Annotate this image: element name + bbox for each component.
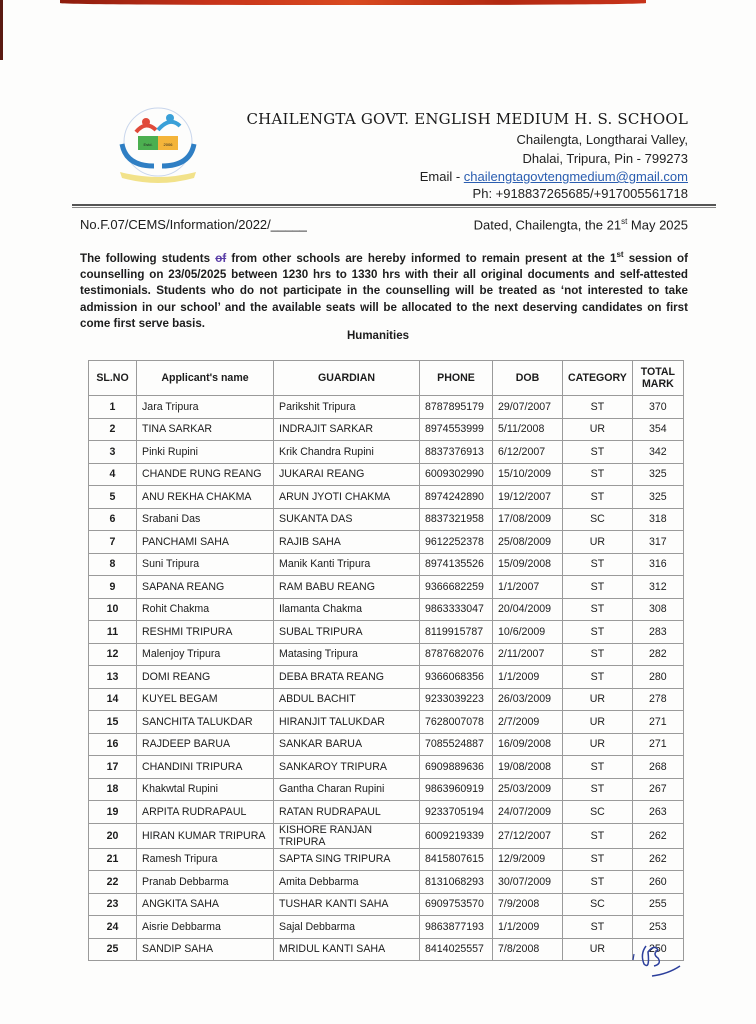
cell-guardian: RAJIB SAHA	[274, 531, 420, 554]
table-row	[89, 486, 684, 509]
cell-applicant-name: Srabani Das	[137, 508, 274, 531]
school-logo-icon	[108, 100, 208, 190]
cell-guardian: Sajal Debbarma	[274, 916, 420, 939]
cell-category: SC	[563, 893, 633, 916]
cell-category: ST	[563, 916, 633, 939]
table-row	[89, 463, 684, 486]
header-divider-thin	[72, 207, 716, 208]
cell-slno: 14	[89, 688, 137, 711]
cell-guardian: JUKARAI REANG	[274, 463, 420, 486]
cell-slno: 24	[89, 916, 137, 939]
table-row	[89, 848, 684, 871]
table-row	[89, 778, 684, 801]
header-dob: DOB	[493, 361, 563, 396]
cell-category: SC	[563, 508, 633, 531]
cell-guardian: INDRAJIT SARKAR	[274, 418, 420, 441]
cell-category: UR	[563, 418, 633, 441]
cell-category: UR	[563, 733, 633, 756]
cell-applicant-name: TINA SARKAR	[137, 418, 274, 441]
cell-slno: 19	[89, 801, 137, 824]
cell-category: ST	[563, 463, 633, 486]
struck-word: of	[215, 251, 227, 265]
cell-applicant-name: ANGKITA SAHA	[137, 893, 274, 916]
cell-slno: 20	[89, 823, 137, 848]
cell-dob: 30/07/2009	[493, 871, 563, 894]
header-applicant-name: Applicant's name	[137, 361, 274, 396]
cell-guardian: Matasing Tripura	[274, 643, 420, 666]
cell-dob: 26/03/2009	[493, 688, 563, 711]
svg-text:2006: 2006	[163, 142, 173, 147]
cell-applicant-name: PANCHAMI SAHA	[137, 531, 274, 554]
cell-category: ST	[563, 778, 633, 801]
cell-dob: 2/11/2007	[493, 643, 563, 666]
cell-slno: 22	[89, 871, 137, 894]
cell-category: ST	[563, 486, 633, 509]
table-row	[89, 621, 684, 644]
cell-phone: 8119915787	[420, 621, 493, 644]
table-row	[89, 711, 684, 734]
cell-total-mark: 282	[632, 643, 683, 666]
cell-guardian: Gantha Charan Rupini	[274, 778, 420, 801]
cell-slno: 23	[89, 893, 137, 916]
cell-applicant-name: DOMI REANG	[137, 666, 274, 689]
table-row	[89, 598, 684, 621]
table-row	[89, 756, 684, 779]
cell-slno: 17	[89, 756, 137, 779]
cell-category: ST	[563, 871, 633, 894]
cell-slno: 10	[89, 598, 137, 621]
reference-number: No.F.07/CEMS/Information/2022/_____	[80, 217, 307, 232]
table-row	[89, 441, 684, 464]
table-row	[89, 893, 684, 916]
cell-phone: 8414025557	[420, 938, 493, 961]
cell-category: UR	[563, 711, 633, 734]
notice-text-2: from other schools are hereby informed to remain present at the 1	[226, 251, 617, 265]
notice-paragraph	[80, 247, 688, 332]
cell-phone: 6909753570	[420, 893, 493, 916]
cell-phone: 9366068356	[420, 666, 493, 689]
cell-phone: 7085524887	[420, 733, 493, 756]
cell-category: UR	[563, 938, 633, 961]
email-link[interactable]: chailengtagovtengmedium@gmail.com	[463, 169, 688, 184]
cell-slno: 1	[89, 396, 137, 419]
cell-guardian: Amita Debbarma	[274, 871, 420, 894]
cell-total-mark: 255	[632, 893, 683, 916]
cell-applicant-name: Pranab Debbarma	[137, 871, 274, 894]
table-row	[89, 801, 684, 824]
header-phone: PHONE	[420, 361, 493, 396]
cell-dob: 25/03/2009	[493, 778, 563, 801]
cell-applicant-name: RAJDEEP BARUA	[137, 733, 274, 756]
cell-slno: 18	[89, 778, 137, 801]
cell-applicant-name: RESHMI TRIPURA	[137, 621, 274, 644]
table-row	[89, 553, 684, 576]
table-row	[89, 688, 684, 711]
cell-phone: 8837376913	[420, 441, 493, 464]
cell-phone: 9366682259	[420, 576, 493, 599]
cell-total-mark: 308	[632, 598, 683, 621]
cell-applicant-name: CHANDINI TRIPURA	[137, 756, 274, 779]
cell-slno: 3	[89, 441, 137, 464]
email-label: Email -	[419, 169, 464, 184]
table-row	[89, 916, 684, 939]
cell-slno: 11	[89, 621, 137, 644]
cell-dob: 19/08/2008	[493, 756, 563, 779]
cell-phone: 8415807615	[420, 848, 493, 871]
cell-total-mark: 278	[632, 688, 683, 711]
cell-applicant-name: Rohit Chakma	[137, 598, 274, 621]
notice-sup: st	[616, 250, 624, 259]
table-body	[89, 396, 684, 961]
cell-applicant-name: ARPITA RUDRAPAUL	[137, 801, 274, 824]
cell-dob: 6/12/2007	[493, 441, 563, 464]
header-category: CATEGORY	[563, 361, 633, 396]
notice-text-1: The following students	[80, 251, 216, 265]
cell-dob: 27/12/2007	[493, 823, 563, 848]
cell-applicant-name: SAPANA REANG	[137, 576, 274, 599]
cell-phone: 8787895179	[420, 396, 493, 419]
cell-dob: 16/09/2008	[493, 733, 563, 756]
cell-total-mark: 280	[632, 666, 683, 689]
cell-total-mark: 267	[632, 778, 683, 801]
cell-category: ST	[563, 666, 633, 689]
cell-slno: 25	[89, 938, 137, 961]
cell-category: ST	[563, 396, 633, 419]
date-suffix: May 2025	[627, 217, 688, 233]
cell-guardian: ABDUL BACHIT	[274, 688, 420, 711]
cell-dob: 10/6/2009	[493, 621, 563, 644]
cell-applicant-name: SANCHITA TALUKDAR	[137, 711, 274, 734]
cell-dob: 2/7/2009	[493, 711, 563, 734]
cell-slno: 8	[89, 553, 137, 576]
cell-guardian: RAM BABU REANG	[274, 576, 420, 599]
svg-text:Estd.: Estd.	[143, 142, 153, 147]
cell-category: ST	[563, 598, 633, 621]
cell-guardian: Manik Kanti Tripura	[274, 553, 420, 576]
cell-phone: 6909889636	[420, 756, 493, 779]
table-row	[89, 666, 684, 689]
table-row	[89, 823, 684, 848]
table-row	[89, 733, 684, 756]
cell-total-mark: 312	[632, 576, 683, 599]
table-row	[89, 418, 684, 441]
cell-guardian: Parikshit Tripura	[274, 396, 420, 419]
header-divider	[72, 204, 716, 206]
cell-guardian: SANKAROY TRIPURA	[274, 756, 420, 779]
cell-total-mark: 354	[632, 418, 683, 441]
cell-phone: 8974135526	[420, 553, 493, 576]
cell-dob: 7/8/2008	[493, 938, 563, 961]
cell-guardian: SAPTA SING TRIPURA	[274, 848, 420, 871]
cell-phone: 9863877193	[420, 916, 493, 939]
cell-phone: 8837321958	[420, 508, 493, 531]
cell-total-mark: 253	[632, 916, 683, 939]
cell-applicant-name: Malenjoy Tripura	[137, 643, 274, 666]
cell-dob: 7/9/2008	[493, 893, 563, 916]
cell-dob: 1/1/2009	[493, 666, 563, 689]
cell-guardian: DEBA BRATA REANG	[274, 666, 420, 689]
cell-total-mark: 318	[632, 508, 683, 531]
date-line	[474, 217, 688, 232]
cell-dob: 17/08/2009	[493, 508, 563, 531]
cell-slno: 6	[89, 508, 137, 531]
cell-applicant-name: Ramesh Tripura	[137, 848, 274, 871]
cell-total-mark: 262	[632, 823, 683, 848]
cell-guardian: HIRANJIT TALUKDAR	[274, 711, 420, 734]
cell-guardian: RATAN RUDRAPAUL	[274, 801, 420, 824]
top-edge-band	[60, 0, 646, 5]
table-row	[89, 643, 684, 666]
table-row	[89, 938, 684, 961]
cell-total-mark: 271	[632, 733, 683, 756]
cell-slno: 5	[89, 486, 137, 509]
cell-phone: 8787682076	[420, 643, 493, 666]
table-row	[89, 576, 684, 599]
cell-phone: 9233039223	[420, 688, 493, 711]
cell-slno: 16	[89, 733, 137, 756]
cell-phone: 8131068293	[420, 871, 493, 894]
cell-applicant-name: Pinki Rupini	[137, 441, 274, 464]
table-row	[89, 508, 684, 531]
cell-phone: 7628007078	[420, 711, 493, 734]
cell-phone: 6009219339	[420, 823, 493, 848]
cell-slno: 12	[89, 643, 137, 666]
cell-guardian: ARUN JYOTI CHAKMA	[274, 486, 420, 509]
cell-phone: 9863960919	[420, 778, 493, 801]
cell-category: ST	[563, 621, 633, 644]
email-line	[420, 169, 688, 184]
cell-slno: 13	[89, 666, 137, 689]
address-line-1: Chailengta, Longtharai Valley,	[516, 132, 688, 147]
cell-guardian: Krik Chandra Rupini	[274, 441, 420, 464]
cell-slno: 9	[89, 576, 137, 599]
cell-applicant-name: Khakwtal Rupini	[137, 778, 274, 801]
cell-category: ST	[563, 576, 633, 599]
cell-total-mark: 263	[632, 801, 683, 824]
cell-dob: 15/10/2009	[493, 463, 563, 486]
cell-total-mark: 268	[632, 756, 683, 779]
cell-total-mark: 317	[632, 531, 683, 554]
header-guardian: GUARDIAN	[274, 361, 420, 396]
cell-dob: 19/12/2007	[493, 486, 563, 509]
cell-phone: 6009302990	[420, 463, 493, 486]
cell-category: ST	[563, 756, 633, 779]
cell-category: ST	[563, 823, 633, 848]
cell-guardian: MRIDUL KANTI SAHA	[274, 938, 420, 961]
cell-total-mark: 342	[632, 441, 683, 464]
table-header-row	[89, 361, 684, 396]
cell-guardian: Ilamanta Chakma	[274, 598, 420, 621]
cell-dob: 15/09/2008	[493, 553, 563, 576]
cell-guardian: SANKAR BARUA	[274, 733, 420, 756]
table-row	[89, 531, 684, 554]
cell-category: ST	[563, 643, 633, 666]
cell-slno: 15	[89, 711, 137, 734]
cell-slno: 21	[89, 848, 137, 871]
cell-dob: 20/04/2009	[493, 598, 563, 621]
section-title: Humanities	[347, 330, 409, 342]
cell-phone: 9233705194	[420, 801, 493, 824]
applicants-table	[88, 360, 684, 961]
cell-guardian: SUBAL TRIPURA	[274, 621, 420, 644]
cell-applicant-name: CHANDE RUNG REANG	[137, 463, 274, 486]
table-row	[89, 871, 684, 894]
cell-total-mark: 283	[632, 621, 683, 644]
cell-slno: 2	[89, 418, 137, 441]
phone-line: Ph: +918837265685/+917005561718	[472, 186, 688, 201]
cell-category: ST	[563, 441, 633, 464]
cell-phone: 9612252378	[420, 531, 493, 554]
cell-dob: 29/07/2007	[493, 396, 563, 419]
cell-guardian: TUSHAR KANTI SAHA	[274, 893, 420, 916]
cell-total-mark: 325	[632, 486, 683, 509]
left-edge-shadow	[0, 0, 3, 60]
cell-dob: 1/1/2007	[493, 576, 563, 599]
date-sup: st	[621, 217, 628, 226]
cell-guardian: SUKANTA DAS	[274, 508, 420, 531]
cell-phone: 8974553999	[420, 418, 493, 441]
cell-total-mark: 325	[632, 463, 683, 486]
cell-dob: 5/11/2008	[493, 418, 563, 441]
signature-icon	[628, 940, 688, 980]
cell-total-mark: 316	[632, 553, 683, 576]
header-total-mark: TOTAL MARK	[632, 361, 683, 396]
cell-applicant-name: HIRAN KUMAR TRIPURA	[137, 823, 274, 848]
cell-total-mark: 262	[632, 848, 683, 871]
cell-category: UR	[563, 531, 633, 554]
cell-total-mark: 271	[632, 711, 683, 734]
cell-category: UR	[563, 688, 633, 711]
cell-applicant-name: Suni Tripura	[137, 553, 274, 576]
header-slno: SL.NO	[89, 361, 137, 396]
notice-text-3: session of counselling on 23/05/2025 between 1230 hrs to 1330 hrs with their all original documents and self-attested testimonials. Students who do not participate in the counselling will be treated as ‘not interested to take admission in our school’ and the available seats will be allocated to the next deserving candidates on first come first serve basis.	[80, 251, 688, 331]
date-prefix: Dated, Chailengta, the 21	[473, 217, 622, 233]
cell-total-mark: 370	[632, 396, 683, 419]
cell-dob: 25/08/2009	[493, 531, 563, 554]
cell-total-mark: 250	[632, 938, 683, 961]
school-name: CHAILENGTA GOVT. ENGLISH MEDIUM H. S. SCHOOL	[246, 110, 688, 128]
cell-phone: 9863333047	[420, 598, 493, 621]
cell-applicant-name: KUYEL BEGAM	[137, 688, 274, 711]
address-line-2: Dhalai, Tripura, Pin - 799273	[522, 151, 688, 166]
cell-applicant-name: Jara Tripura	[137, 396, 274, 419]
cell-dob: 1/1/2009	[493, 916, 563, 939]
cell-category: ST	[563, 848, 633, 871]
cell-applicant-name: ANU REKHA CHAKMA	[137, 486, 274, 509]
cell-dob: 24/07/2009	[493, 801, 563, 824]
table-row	[89, 396, 684, 419]
cell-slno: 4	[89, 463, 137, 486]
cell-guardian: KISHORE RANJAN TRIPURA	[274, 823, 420, 848]
cell-total-mark: 260	[632, 871, 683, 894]
cell-dob: 12/9/2009	[493, 848, 563, 871]
cell-category: SC	[563, 801, 633, 824]
cell-applicant-name: SANDIP SAHA	[137, 938, 274, 961]
cell-phone: 8974242890	[420, 486, 493, 509]
cell-applicant-name: Aisrie Debbarma	[137, 916, 274, 939]
cell-slno: 7	[89, 531, 137, 554]
cell-category: ST	[563, 553, 633, 576]
